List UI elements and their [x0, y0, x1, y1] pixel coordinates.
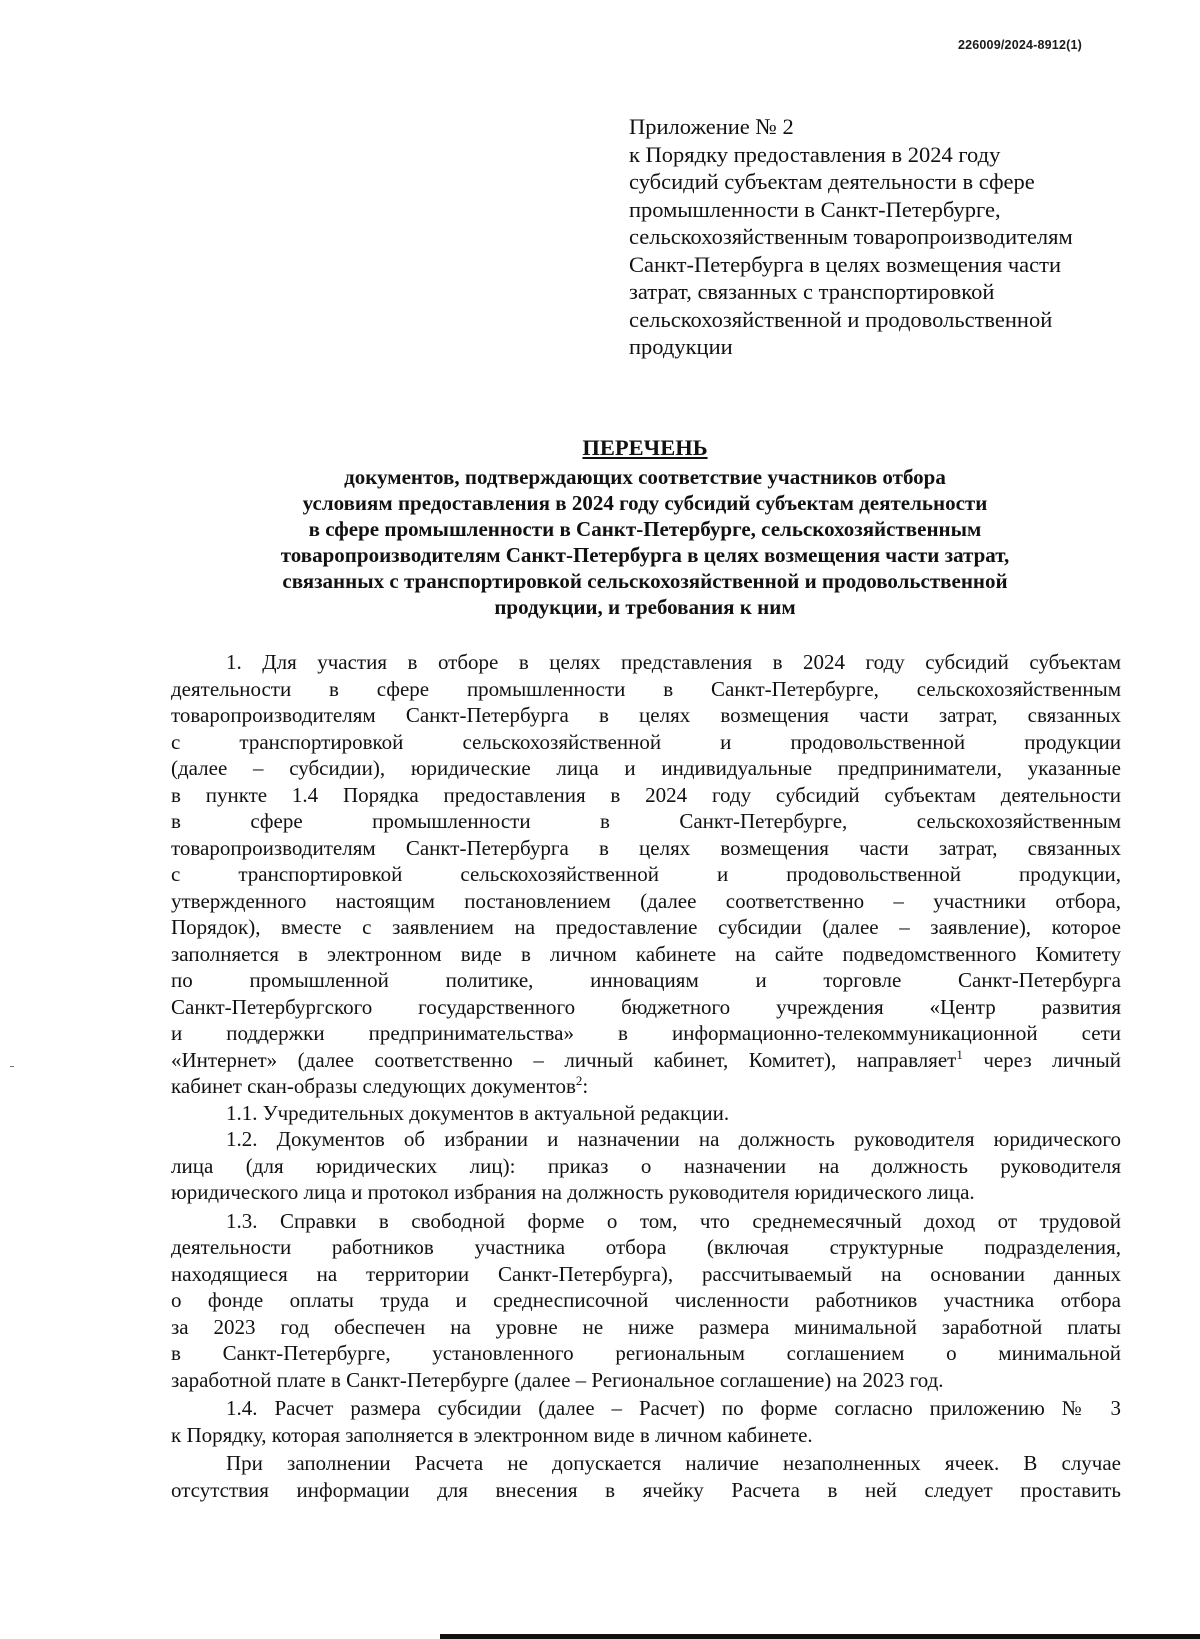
document-registration-number: 226009/2024-8912(1): [957, 38, 1082, 52]
heading-line: связанных с транспортировкой сельскохозяйственной и продовольственной: [282, 569, 1008, 593]
body-line-with-footnote-1: [171, 1047, 1121, 1074]
body-line: лица (для юридических лиц): приказ о назначении на должность руководителя: [171, 1153, 1121, 1178]
body-line: по промышленной политике, инновациям и торговле Санкт-Петербурга: [171, 968, 1121, 992]
body-line: 1.3. Справки в свободной форме о том, что среднемесячный доход от трудовой: [226, 1208, 1121, 1233]
appendix-line: Санкт-Петербурга в целях возмещения части: [629, 251, 1062, 277]
appendix-line: затрат, связанных с транспортировкой: [629, 279, 995, 304]
footnote-marker: 1: [956, 1046, 963, 1062]
appendix-line: сельскохозяйственным товаропроизводителям: [629, 224, 1073, 249]
heading-line: условиям предоставления в 2024 году субсидий субъектам деятельности: [302, 491, 988, 515]
body-line: 1. Для участия в отборе в целях представления в 2024 году субсидий субъектам: [226, 650, 1121, 674]
body-line: 1.1. Учредительных документов в актуальной редакции.: [226, 1100, 730, 1125]
body-line: находящиеся на территории Санкт-Петербурга), рассчитываемый на основании данных: [171, 1261, 1121, 1286]
body-line-text: «Интернет» (далее соответственно – личный кабинет, Комитет), направляет: [171, 1047, 957, 1072]
body-line: к Порядку, которая заполняется в электронном виде в личном кабинете.: [171, 1422, 813, 1447]
scan-bottom-edge: [440, 1634, 1200, 1639]
body-line-tail: :: [582, 1074, 589, 1098]
body-line: Порядок), вместе с заявлением на предоставление субсидии (далее – заявление), которое: [171, 915, 1121, 939]
body-line-with-footnote-2: [171, 1073, 1121, 1100]
body-line: с транспортировкой сельскохозяйственной и продовольственной продукции: [171, 729, 1121, 754]
appendix-line: Приложение № 2: [629, 114, 794, 139]
body-line: товаропроизводителям Санкт-Петербурга в целях возмещения части затрат, связанных: [171, 835, 1121, 860]
footnote-marker: 2: [575, 1073, 583, 1088]
document-body: [171, 649, 1121, 1503]
body-line: в пункте 1.4 Порядка предоставления в 2024 году субсидий субъектам деятельности: [171, 782, 1121, 807]
body-line: заработной плате в Санкт-Петербурге (далее – Региональное соглашение) на 2023 год.: [171, 1367, 944, 1392]
body-line-text: кабинет скан-образы следующих документов: [171, 1074, 576, 1098]
body-line: При заполнении Расчета не допускается наличие незаполненных ячеек. В случае: [226, 1451, 1121, 1475]
body-line: Санкт-Петербургского государственного бюджетного учреждения «Центр развития: [171, 994, 1121, 1019]
scan-margin-mark: [10, 1066, 14, 1067]
heading-subtitle: [170, 464, 1120, 620]
appendix-line: субсидий субъектам деятельности в сфере: [629, 169, 1035, 194]
document-heading: [170, 434, 1120, 620]
body-line: с транспортировкой сельскохозяйственной и продовольственной продукции,: [171, 862, 1121, 886]
appendix-block: [629, 113, 1149, 361]
heading-line: товаропроизводителям Санкт-Петербурга в целях возмещения части затрат,: [280, 543, 1010, 567]
body-line: 1.2. Документов об избрании и назначении на должность руководителя юридического: [226, 1127, 1121, 1151]
heading-line: в сфере промышленности в Санкт-Петербурге, сельскохозяйственным: [308, 517, 982, 541]
body-line: 1.4. Расчет размера субсидии (далее – Расчет) по форме согласно приложению № 3: [226, 1396, 1121, 1420]
appendix-line: к Порядку предоставления в 2024 году: [629, 141, 1001, 167]
body-line: и поддержки предпринимательства» в информационно-телекоммуникационной сети: [171, 1021, 1121, 1045]
body-line: заполняется в электронном виде в личном кабинете на сайте подведомственного Комитету: [171, 941, 1121, 966]
heading-line: документов, подтверждающих соответствие участников отбора: [344, 465, 946, 489]
body-line: юридического лица и протокол избрания на должность руководителя юридического лица.: [171, 1180, 975, 1204]
body-line: за 2023 год обеспечен на уровне не ниже размера минимальной заработной платы: [171, 1314, 1121, 1339]
body-line: деятельности работников участника отбора (включая структурные подразделения,: [171, 1235, 1121, 1259]
body-line: (далее – субсидии), юридические лица и индивидуальные предприниматели, указанные: [171, 756, 1121, 780]
body-line-tail: через личный: [962, 1047, 1121, 1072]
body-line: в сфере промышленности в Санкт-Петербурге, сельскохозяйственным: [171, 809, 1121, 833]
heading-title: ПЕРЕЧЕНЬ: [582, 435, 708, 460]
body-line: в Санкт-Петербурге, установленного региональным соглашением о минимальной: [171, 1341, 1121, 1365]
appendix-line: продукции: [629, 334, 733, 359]
heading-line: продукции, и требования к ним: [494, 595, 796, 619]
body-line: о фонде оплаты труда и среднесписочной численности работников участника отбора: [171, 1288, 1121, 1312]
appendix-line: сельскохозяйственной и продовольственной: [629, 306, 1053, 332]
body-line: утвержденного настоящим постановлением (далее соответственно – участники отбора,: [171, 888, 1121, 913]
body-line: товаропроизводителям Санкт-Петербурга в целях возмещения части затрат, связанных: [171, 703, 1121, 727]
appendix-line: промышленности в Санкт-Петербурге,: [629, 196, 1001, 222]
body-line: отсутствия информации для внесения в ячейку Расчета в ней следует проставить: [171, 1477, 1121, 1502]
body-line: деятельности в сфере промышленности в Санкт-Петербурге, сельскохозяйственным: [171, 676, 1121, 701]
